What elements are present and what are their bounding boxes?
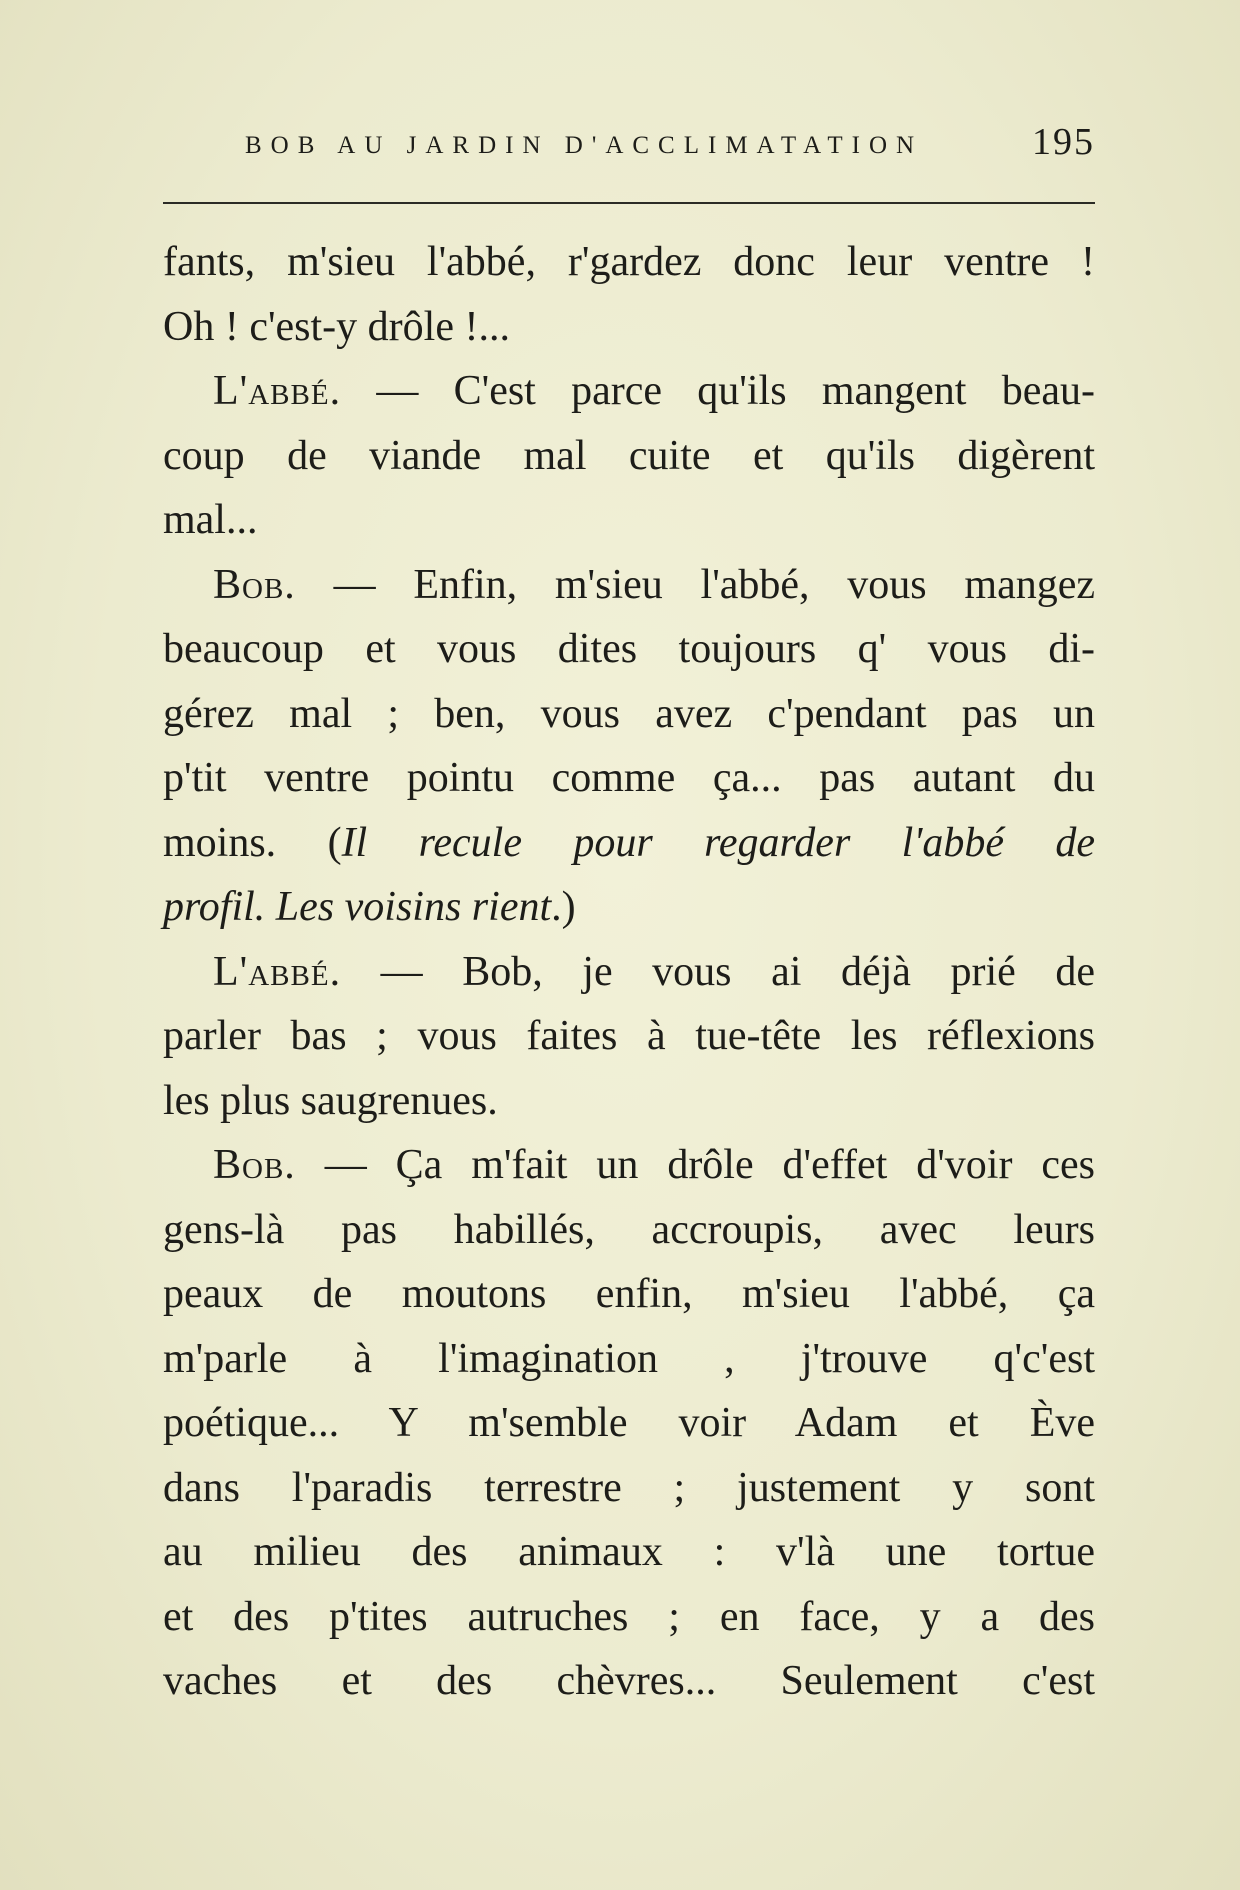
- dialogue-text: — Bob, je vous ai déjà prié de: [341, 948, 1095, 995]
- page-header: [245, 120, 1095, 180]
- stage-direction: profil. Les voisins rient: [163, 884, 552, 930]
- stage-direction: Il recule pour regarder l'abbé de: [341, 819, 1096, 866]
- text-line: m'parle à l'imagination , j'trouve q'c'est: [163, 1335, 1095, 1382]
- header-rule: [163, 202, 1095, 204]
- dialogue-line: [163, 359, 1095, 424]
- text-fragment: moins. (: [163, 819, 342, 866]
- text-line: gens-là pas habillés, accroupis, avec leurs: [163, 1206, 1095, 1253]
- dialogue-line: [163, 553, 1095, 618]
- text-line: peaux de moutons enfin, m'sieu l'abbé, ça: [163, 1271, 1095, 1317]
- text-line: mal...: [163, 497, 258, 543]
- text-line: parler bas ; vous faites à tue-tête les réflexions: [163, 1013, 1095, 1059]
- dialogue-line: [163, 1133, 1095, 1198]
- page-body: [163, 230, 1095, 1714]
- dialogue-text: — Enfin, m'sieu l'abbé, vous mangez: [295, 561, 1095, 608]
- text-line: poétique... Y m'semble voir Adam et Ève: [163, 1400, 1095, 1446]
- text-line: [163, 875, 1095, 940]
- text-line: beaucoup et vous dites toujours q' vous di-: [163, 626, 1095, 672]
- text-line: [163, 811, 1095, 876]
- text-fragment: .): [551, 884, 576, 930]
- page-number: 195: [1032, 121, 1095, 163]
- text-line: coup de viande mal cuite et qu'ils digèrent: [163, 432, 1095, 479]
- text-line: vaches et des chèvres... Seulement c'est: [163, 1658, 1095, 1704]
- text-line: fants, m'sieu l'abbé, r'gardez donc leur ventre !: [163, 239, 1095, 285]
- dialogue-line: [163, 940, 1095, 1005]
- text-line: Oh ! c'est-y drôle !...: [163, 303, 510, 350]
- text-line: gérez mal ; ben, vous avez c'pendant pas un: [163, 690, 1095, 737]
- text-line: au milieu des animaux : v'là une tortue: [163, 1529, 1095, 1575]
- dialogue-text: — C'est parce qu'ils mangent beau-: [341, 368, 1095, 414]
- speaker-name: Bob.: [213, 1142, 296, 1188]
- running-title: BOB AU JARDIN D'ACCLIMATATION: [245, 132, 924, 159]
- text-line: et des p'tites autruches ; en face, y a des: [163, 1593, 1095, 1640]
- speaker-name: Bob.: [213, 561, 296, 608]
- text-line: dans l'paradis terrestre ; justement y sont: [163, 1464, 1095, 1511]
- speaker-name: L'abbé.: [213, 368, 342, 414]
- text-line: p'tit ventre pointu comme ça... pas autant du: [163, 755, 1095, 801]
- text-line: les plus saugrenues.: [163, 1077, 498, 1124]
- dialogue-text: — Ça m'fait un drôle d'effet d'voir ces: [295, 1142, 1095, 1188]
- speaker-name: L'abbé.: [213, 948, 342, 995]
